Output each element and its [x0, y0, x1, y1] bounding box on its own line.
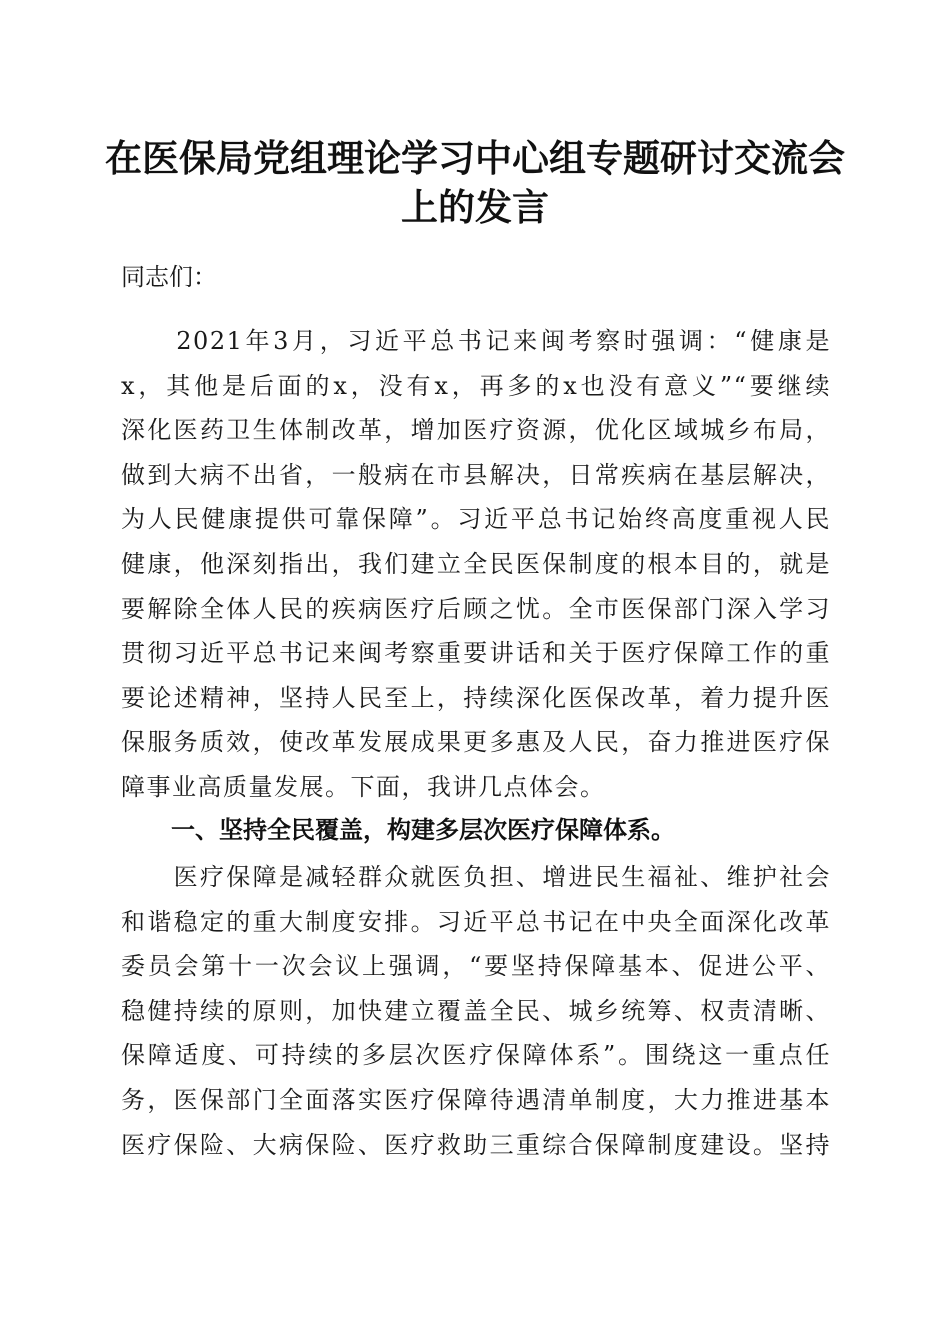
text-line: 稳健持续的原则，加快建立覆盖全民、城乡统筹、权责清晰、 [121, 996, 831, 1025]
text-line: 要解除全体人民的疾病医疗后顾之忧。全市医保部门深入学习 [121, 594, 831, 623]
paragraph-intro [121, 319, 831, 810]
text-line: 务，医保部门全面落实医疗保障待遇清单制度，大力推进基本 [121, 1085, 831, 1114]
paragraph-section-1 [121, 855, 831, 1167]
title-line-1: 在医保局党组理论学习中心组专题研讨交流会 [105, 136, 845, 180]
text-line: 保服务质效，使改革发展成果更多惠及人民，奋力推进医疗保 [121, 728, 831, 757]
text-line: 做到大病不出省，一般病在市县解决，日常疾病在基层解决， [121, 460, 831, 489]
text-line: 保障适度、可持续的多层次医疗保障体系”。围绕这一重点任 [121, 1041, 831, 1070]
salutation: 同志们： [121, 263, 217, 291]
text-line: 障事业高质量发展。下面，我讲几点体会。 [121, 772, 606, 801]
title-line-2: 上的发言 [401, 185, 549, 229]
text-line: 和谐稳定的重大制度安排。习近平总书记在中央全面深化改革 [121, 907, 831, 936]
document-title [100, 134, 850, 232]
text-line: 贯彻习近平总书记来闽考察重要讲话和关于医疗保障工作的重 [121, 639, 831, 668]
text-line: 要论述精神，坚持人民至上，持续深化医保改革，着力提升医 [121, 683, 831, 712]
text-line: 医疗保险、大病保险、医疗救助三重综合保障制度建设。坚持 [121, 1130, 831, 1159]
text-line: 为人民健康提供可靠保障”。习近平总书记始终高度重视人民 [121, 505, 831, 534]
section-heading-1: 一、坚持全民覆盖，构建多层次医疗保障体系。 [171, 816, 675, 844]
text-line: 委员会第十一次会议上强调，“要坚持保障基本、促进公平、 [121, 952, 831, 981]
text-line: x，其他是后面的x，没有x，再多的x也没有意义”“要继续 [121, 371, 831, 400]
text-line: 健康，他深刻指出，我们建立全民医保制度的根本目的，就是 [121, 549, 831, 578]
text-line: 2021年3月，习近平总书记来闽考察时强调：“健康是 [121, 327, 831, 355]
text-line: 医疗保障是减轻群众就医负担、增进民生福祉、维护社会 [121, 863, 831, 891]
text-line: 深化医药卫生体制改革，增加医疗资源，优化区域城乡布局， [121, 416, 831, 445]
